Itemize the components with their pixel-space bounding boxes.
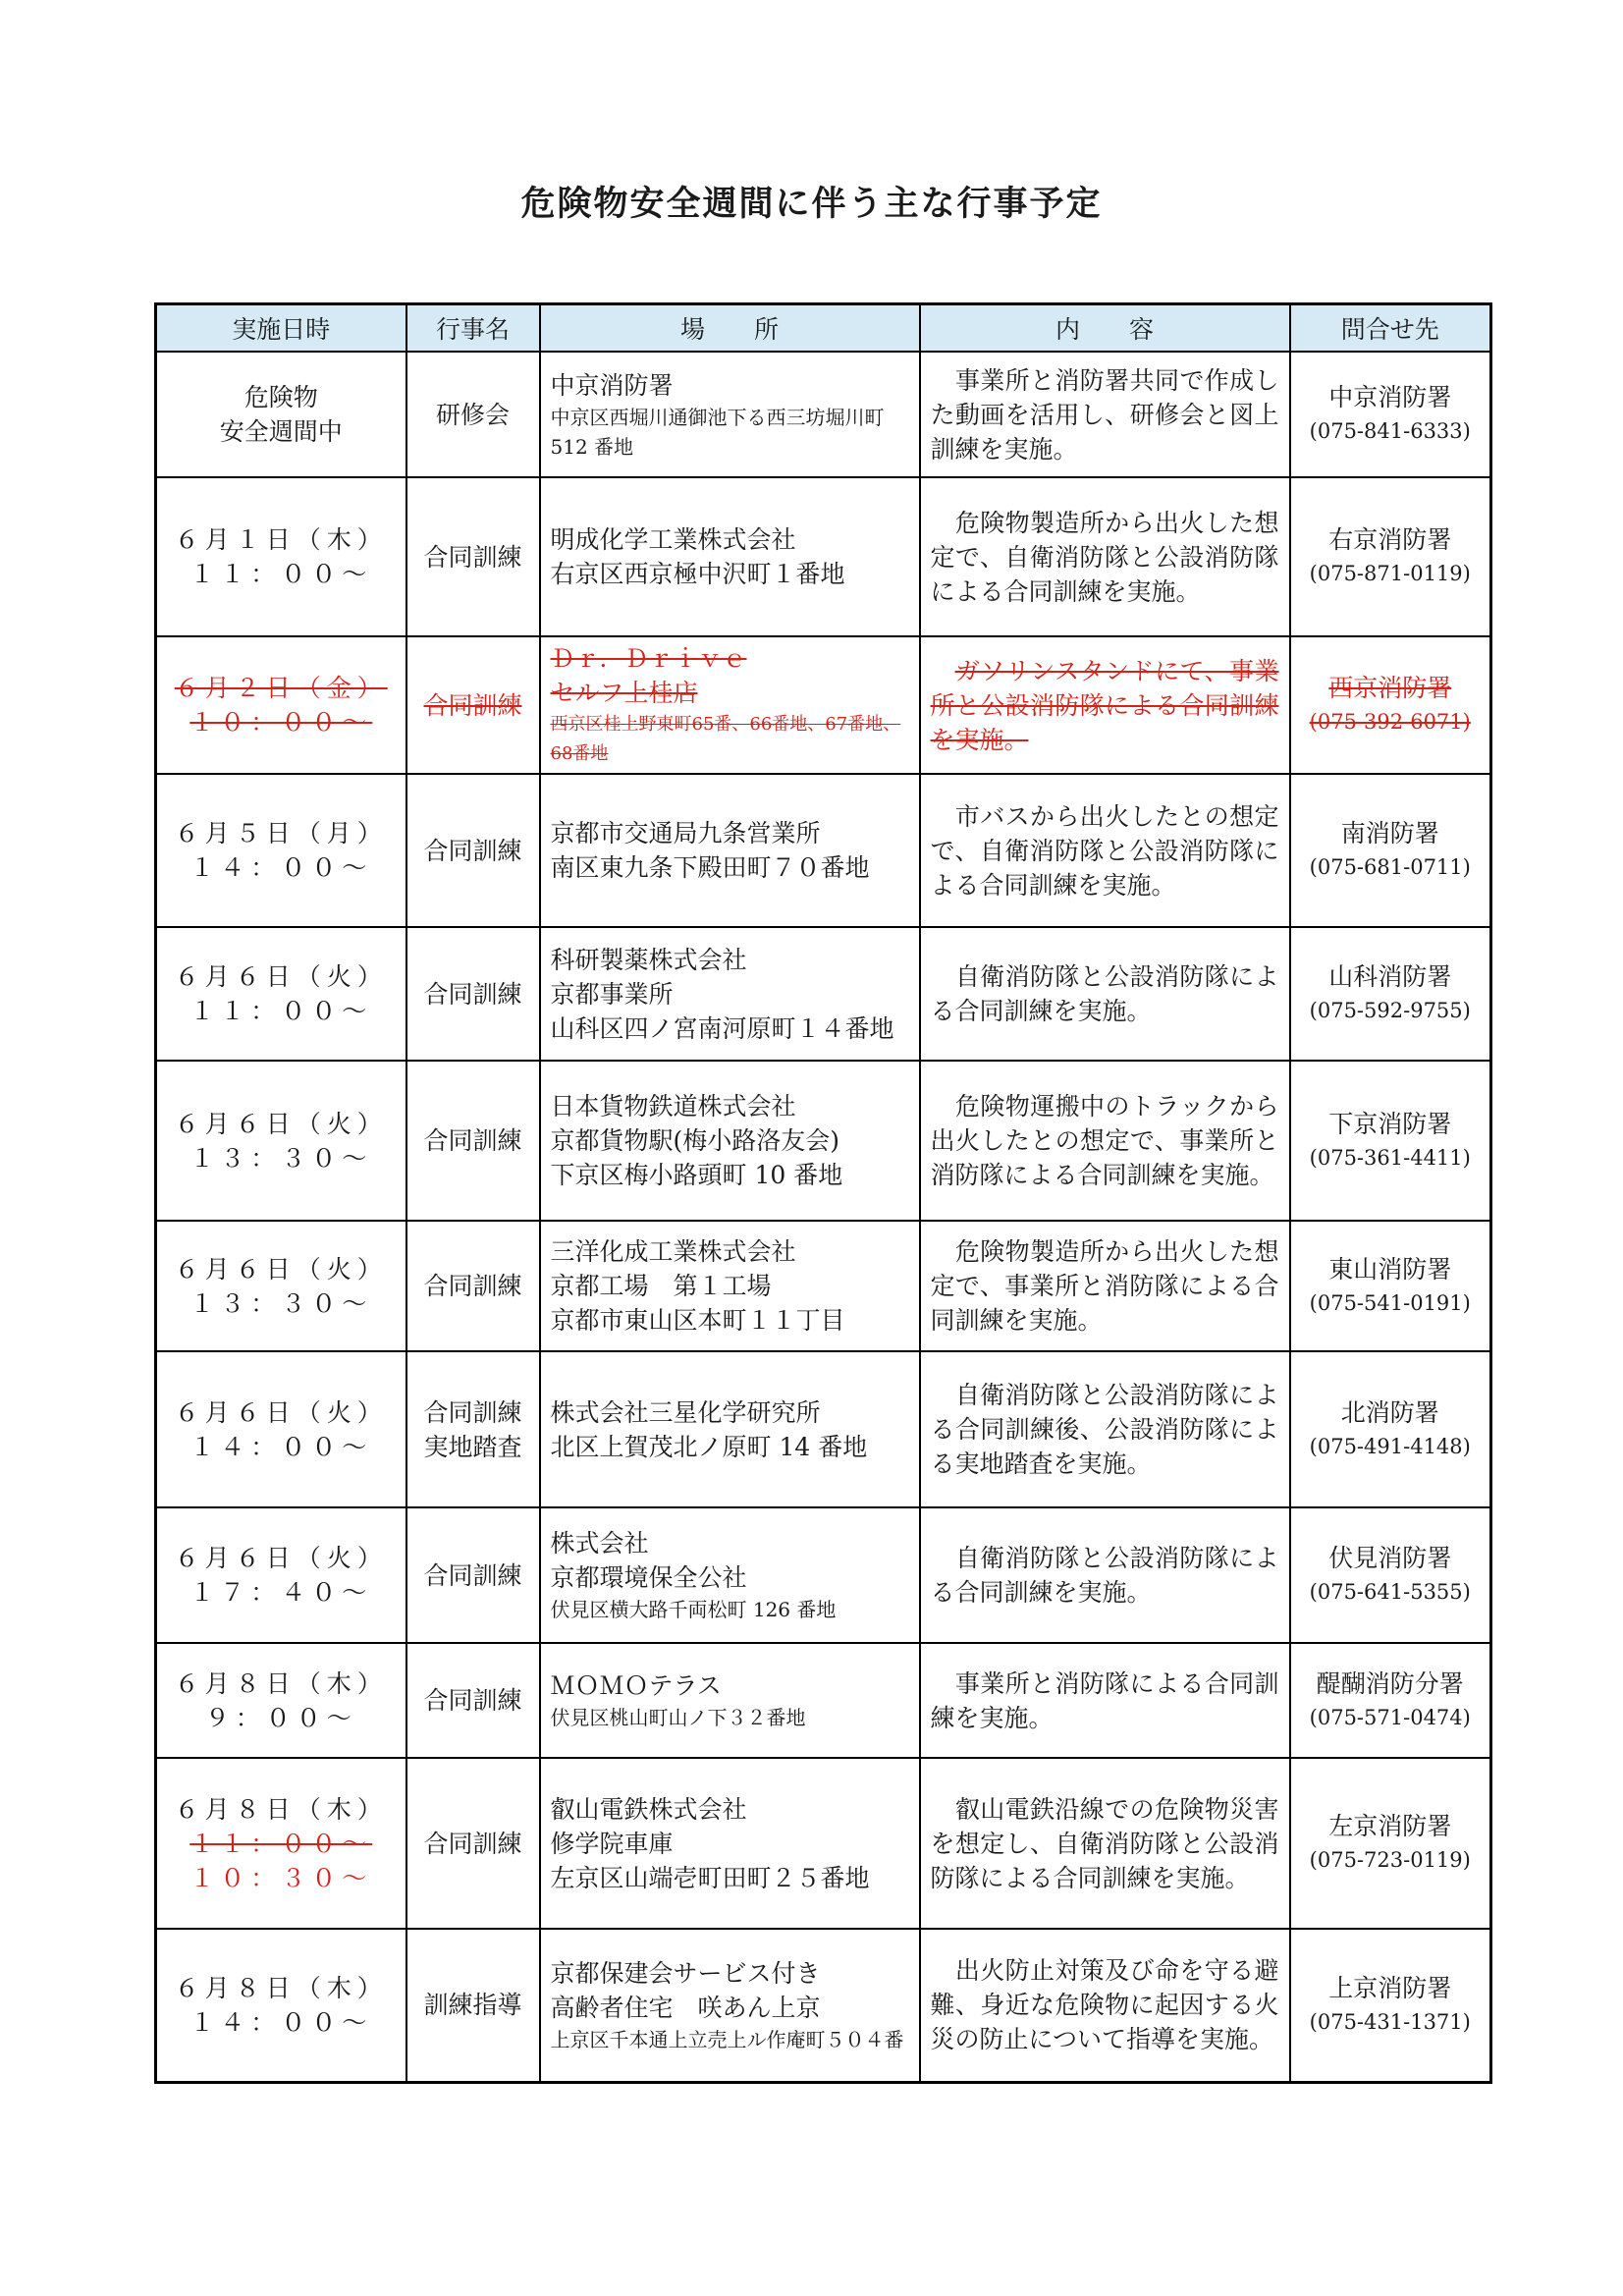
contact-cell — [1290, 1643, 1491, 1758]
time: １７：４０～ — [189, 1578, 373, 1607]
contact-cell — [1290, 1929, 1491, 2082]
place-line: 高齢者住宅 咲あん上京 — [550, 1993, 821, 2022]
content: 自衛消防隊と公設消防隊による合同訓練後、公設消防隊による実地踏査を実施。 — [920, 1351, 1290, 1507]
date-cell — [156, 1061, 406, 1221]
place-line: 株式会社 — [550, 1529, 649, 1558]
table-row — [156, 1351, 1491, 1507]
place-address: 上京区千本通上立売上ル作庵町５０４番 — [550, 2027, 904, 2051]
place-line: 山科区四ノ宮南河原町１４番地 — [550, 1013, 894, 1043]
contact-name: 醍醐消防分署 — [1316, 1668, 1464, 1698]
place-line: 京都市東山区本町１１丁目 — [550, 1306, 845, 1335]
content: 出火防止対策及び命を守る避難、身近な危険物に起因する火災の防止について指導を実施。 — [920, 1929, 1290, 2082]
content: 危険物製造所から出火した想定で、自衛消防隊と公設消防隊による合同訓練を実施。 — [920, 477, 1290, 636]
place-line: 修学院車庫 — [550, 1829, 674, 1858]
contact-phone: (075-641-5355) — [1309, 1580, 1471, 1604]
place-cell — [540, 927, 920, 1061]
place-line: 右京区西京極中沢町１番地 — [550, 560, 845, 588]
event-name-cell — [406, 1351, 540, 1507]
date: ６月６日（火） — [174, 962, 388, 991]
date-cell — [156, 1758, 406, 1929]
date-cell — [156, 352, 406, 477]
event-name: 合同訓練 — [406, 1061, 540, 1221]
contact-name: 北消防署 — [1340, 1397, 1439, 1427]
contact-phone: (075-681-0711) — [1309, 855, 1471, 879]
content: 事業所と消防署共同で作成した動画を活用し、研修会と図上訓練を実施。 — [920, 352, 1290, 477]
contact-cell — [1290, 352, 1491, 477]
place-line: 下京区梅小路頭町 10 番地 — [550, 1161, 843, 1189]
header-contact: 問合せ先 — [1290, 304, 1491, 353]
content: 自衛消防隊と公設消防隊による合同訓練を実施。 — [920, 1507, 1290, 1643]
contact-name: 右京消防署 — [1328, 525, 1452, 554]
contact-phone: (075-491-4148) — [1309, 1434, 1471, 1458]
header-event-name: 行事名 — [406, 304, 540, 353]
event-name: 合同訓練 — [406, 1221, 540, 1351]
date: ６月８日（木） — [174, 1973, 388, 2002]
date-cell — [156, 636, 406, 774]
place-line: 三洋化成工業株式会社 — [550, 1237, 796, 1266]
place-cell — [540, 352, 920, 477]
place-line: 叡山電鉄株式会社 — [550, 1794, 747, 1824]
place-line: 京都工場 第１工場 — [550, 1272, 772, 1300]
place-cell — [540, 1351, 920, 1507]
contact-cell — [1290, 1507, 1491, 1643]
place-cell — [540, 636, 920, 774]
place-cell — [540, 774, 920, 927]
event-name: 研修会 — [406, 352, 540, 477]
place-line: 日本貨物鉄道株式会社 — [550, 1092, 796, 1121]
time-new: １０：３０～ — [189, 1863, 373, 1892]
contact-phone: (075-392-6071) — [1309, 710, 1471, 734]
content: 自衛消防隊と公設消防隊による合同訓練を実施。 — [920, 927, 1290, 1061]
event-name: 合同訓練 — [406, 1643, 540, 1758]
contact-phone: (075-431-1371) — [1309, 2009, 1471, 2034]
contact-cell — [1290, 774, 1491, 927]
event-name: 合同訓練 — [406, 927, 540, 1061]
date: ６月６日（火） — [174, 1544, 388, 1572]
place-line: ＭＯＭＯテラス — [550, 1671, 722, 1700]
table-row — [156, 1643, 1491, 1758]
contact-phone: (075-723-0119) — [1309, 1848, 1471, 1872]
contact-name: 山科消防署 — [1328, 962, 1452, 991]
contact-name: 南消防署 — [1340, 819, 1439, 847]
place-cell — [540, 1221, 920, 1351]
place-line: 京都貨物駅(梅小路洛友会) — [550, 1126, 840, 1155]
table-row — [156, 477, 1491, 636]
contact-phone: (075-592-9755) — [1309, 999, 1471, 1022]
date: ６月５日（月） — [174, 819, 388, 847]
place-line: 明成化学工業株式会社 — [550, 525, 796, 554]
place-cell — [540, 1061, 920, 1221]
contact-cell — [1290, 636, 1491, 774]
place-line: 株式会社三星化学研究所 — [550, 1397, 821, 1427]
date: ６月１日（木） — [174, 525, 388, 554]
contact-name: 下京消防署 — [1328, 1109, 1452, 1138]
date-cell — [156, 477, 406, 636]
event-schedule-table — [154, 302, 1492, 2084]
place-line: 北区上賀茂北ノ原町 14 番地 — [550, 1432, 868, 1461]
time: ９：００～ — [204, 1703, 357, 1732]
event-name-2: 実地踏査 — [423, 1432, 522, 1461]
date-cell — [156, 1929, 406, 2082]
table-header-row — [156, 304, 1491, 353]
contact-cell — [1290, 477, 1491, 636]
place-line: セルフ上桂店 — [550, 679, 698, 707]
contact-cell — [1290, 1351, 1491, 1507]
place-line: 左京区山端壱町田町２５番地 — [550, 1863, 870, 1892]
place-line: 京都環境保全公社 — [550, 1563, 747, 1592]
event-name: 合同訓練 — [406, 477, 540, 636]
table-row — [156, 352, 1491, 477]
event-name: 合同訓練 — [406, 1758, 540, 1929]
table-row-cancelled — [156, 636, 1491, 774]
date-cell — [156, 1351, 406, 1507]
time: １１：００～ — [189, 560, 373, 588]
contact-cell — [1290, 1221, 1491, 1351]
table-row — [156, 774, 1491, 927]
place-address: 伏見区横大路千両松町 126 番地 — [550, 1598, 837, 1621]
date: ６月８日（木） — [174, 1668, 388, 1698]
date: ６月６日（火） — [174, 1397, 388, 1427]
time: １１：００～ — [189, 997, 373, 1025]
content: 危険物製造所から出火した想定で、事業所と消防隊による合同訓練を実施。 — [920, 1221, 1290, 1351]
table-row — [156, 1221, 1491, 1351]
date-cell — [156, 1221, 406, 1351]
header-datetime: 実施日時 — [156, 304, 406, 353]
content: ガソリンスタンドにて、事業所と公設消防隊による合同訓練を実施。 — [920, 636, 1290, 774]
place-line: 京都事業所 — [550, 979, 674, 1009]
content: 危険物運搬中のトラックから出火したとの想定で、事業所と消防隊による合同訓練を実施。 — [920, 1061, 1290, 1221]
place-line: 南区東九条下殿田町７０番地 — [550, 853, 870, 882]
time: １３：３０～ — [189, 1143, 373, 1173]
place-cell — [540, 1758, 920, 1929]
contact-phone: (075-541-0191) — [1309, 1290, 1471, 1315]
table-row — [156, 1929, 1491, 2082]
contact-name: 左京消防署 — [1328, 1812, 1452, 1840]
place-address: 西京区桂上野東町65番、66番地、67番地、68番地 — [550, 714, 901, 764]
contact-cell — [1290, 1061, 1491, 1221]
date-cell — [156, 1643, 406, 1758]
contact-cell — [1290, 927, 1491, 1061]
place-address: 伏見区桃山町山ノ下３２番地 — [550, 1706, 806, 1729]
event-name: 合同訓練 — [406, 1507, 540, 1643]
place-cell — [540, 1643, 920, 1758]
contact-phone: (075-871-0119) — [1309, 562, 1471, 585]
contact-phone: (075-841-6333) — [1309, 419, 1471, 443]
place-line: Ｄｒ．Ｄｒｉｖｅ — [550, 644, 747, 673]
table-row — [156, 1507, 1491, 1643]
place-cell — [540, 1929, 920, 2082]
table-row — [156, 1061, 1491, 1221]
time: １４：００～ — [189, 1432, 373, 1461]
table-row — [156, 1758, 1491, 1929]
contact-phone: (075-571-0474) — [1309, 1705, 1471, 1729]
time: １４：００～ — [189, 853, 373, 882]
place-line: 京都市交通局九条営業所 — [550, 819, 821, 847]
time: 安全週間中 — [219, 417, 343, 446]
table-row — [156, 927, 1491, 1061]
time-old-struck: １１：００～ — [189, 1829, 373, 1858]
time: １０：００～ — [189, 708, 373, 737]
place-address: 中京区西堀川通御池下る西三坊堀川町 512 番地 — [550, 405, 885, 459]
contact-name: 上京消防署 — [1328, 1973, 1452, 2002]
content: 叡山電鉄沿線での危険物災害を想定し、自衛消防隊と公設消防隊による合同訓練を実施。 — [920, 1758, 1290, 1929]
contact-name: 西京消防署 — [1328, 674, 1452, 702]
date: ６月２日（金） — [174, 674, 388, 702]
place-cell — [540, 1507, 920, 1643]
contact-name: 中京消防署 — [1328, 383, 1452, 411]
time: １３：３０～ — [189, 1288, 373, 1318]
date: 危険物 — [243, 383, 318, 411]
date-cell — [156, 927, 406, 1061]
contact-cell — [1290, 1758, 1491, 1929]
date: ６月８日（木） — [174, 1794, 388, 1824]
contact-phone: (075-361-4411) — [1309, 1145, 1471, 1170]
place-line: 科研製薬株式会社 — [550, 945, 747, 974]
date: ６月６日（火） — [174, 1109, 388, 1138]
place-line: 中京消防署 — [550, 370, 674, 400]
contact-name: 東山消防署 — [1328, 1254, 1452, 1284]
event-name: 合同訓練 — [406, 774, 540, 927]
event-name: 訓練指導 — [406, 1929, 540, 2082]
page-title: 危険物安全週間に伴う主な行事予定 — [520, 185, 1103, 224]
time: １４：００～ — [189, 2007, 373, 2037]
place-line: 京都保建会サービス付き — [550, 1958, 821, 1988]
event-name: 合同訓練 — [423, 1397, 522, 1427]
header-content: 内 容 — [920, 304, 1290, 353]
event-name: 合同訓練 — [406, 636, 540, 774]
date: ６月６日（火） — [174, 1254, 388, 1284]
date-cell — [156, 1507, 406, 1643]
content: 事業所と消防隊による合同訓練を実施。 — [920, 1643, 1290, 1758]
contact-name: 伏見消防署 — [1328, 1544, 1452, 1572]
place-cell — [540, 477, 920, 636]
header-place: 場 所 — [540, 304, 920, 353]
content: 市バスから出火したとの想定で、自衛消防隊と公設消防隊による合同訓練を実施。 — [920, 774, 1290, 927]
date-cell — [156, 774, 406, 927]
